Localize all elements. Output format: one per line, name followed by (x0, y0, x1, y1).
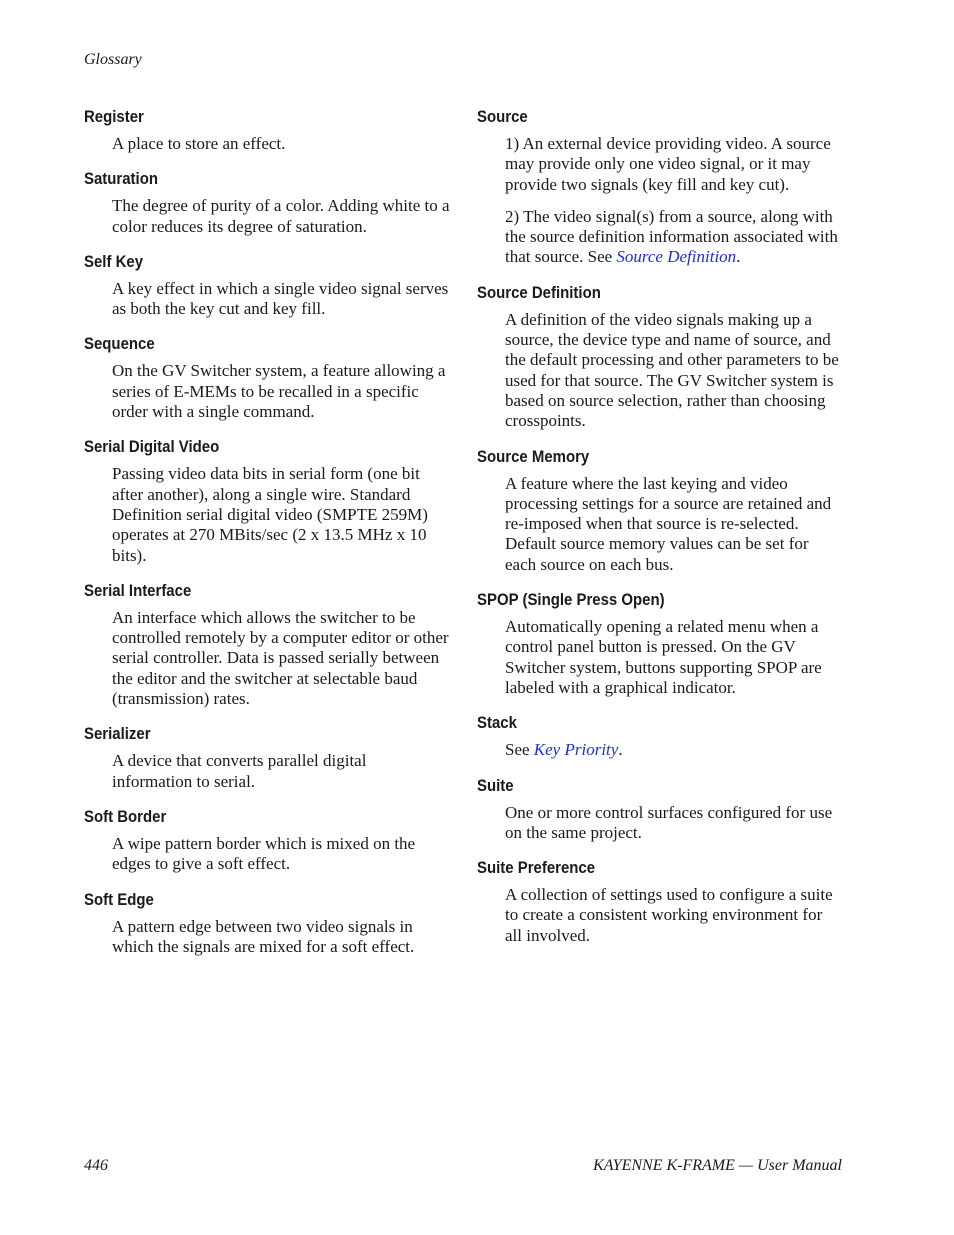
glossary-definition: Automatically opening a related menu when a control panel button is pressed. On the GV Switcher system, buttons supporting SPOP are labeled with a graphical indicator. (505, 617, 822, 697)
glossary-definition: A definition of the video signals making up a source, the device type and name of source, and the default processing and other parameters to be used for that source. The GV Switcher system is based on source selection, rather than choosing crosspoints. (505, 309, 839, 431)
glossary-entry-source (477, 106, 849, 268)
glossary-definition (505, 134, 843, 268)
glossary-entry-soft-border (84, 806, 456, 875)
glossary-term: Soft Edge (84, 889, 154, 909)
glossary-term: Register (84, 107, 144, 126)
glossary-entry-sequence (84, 333, 456, 422)
glossary-term: Serializer (84, 724, 151, 744)
link-key-priority[interactable]: Key Priority (533, 740, 619, 760)
link-source-definition[interactable]: Source Definition (616, 247, 737, 267)
glossary-term: Source Definition (477, 282, 601, 302)
glossary-definition: A collection of settings used to configure a suite to create a consistent working environment for all involved. (505, 885, 833, 945)
glossary-term: SPOP (Single Press Open) (477, 590, 665, 610)
glossary-term: Serial Digital Video (84, 437, 220, 457)
glossary-entry-source-definition (477, 282, 849, 432)
glossary-definition: A pattern edge between two video signals in which the signals are mixed for a soft effect. (112, 916, 415, 956)
glossary-term: Suite Preference (477, 858, 596, 878)
glossary-definition: A device that converts parallel digital information to serial. (112, 751, 367, 791)
glossary-entry-source-memory (477, 446, 849, 575)
glossary-term: Soft Border (84, 806, 167, 826)
glossary-entry-register (84, 106, 456, 154)
glossary-definition: On the GV Switcher system, a feature allowing a series of E-MEMs to be recalled in a specific order with a single command. (112, 361, 446, 422)
glossary-term: Suite (477, 775, 514, 795)
glossary-definition: Passing video data bits in serial form (one bit after another), along a single wire. Standard Definition serial digital video (SMPTE 259M) operates at 270 MBits/sec (2 x 13.5 MHz x 10 bits). (112, 464, 428, 565)
glossary-entry-serial-digital-video (84, 436, 456, 565)
glossary-definition: A wipe pattern border which is mixed on the edges to give a soft effect. (112, 833, 416, 874)
definition-paragraph: 2) The video signal(s) from a source, along with the source definition information associated with that source. See Source Definition. (505, 206, 838, 267)
glossary-definition: A place to store an effect. (112, 134, 286, 153)
page-number: 446 (84, 1157, 108, 1174)
glossary-entry-serializer (84, 723, 456, 792)
glossary-entry-spop (477, 589, 849, 698)
glossary-entry-serial-interface (84, 580, 456, 709)
glossary-definition: One or more control surfaces configured for use on the same project. (505, 802, 833, 842)
glossary-term: Saturation (84, 169, 158, 189)
glossary-definition: A key effect in which a single video signal serves as both the key cut and key fill. (112, 278, 449, 319)
glossary-term: Self Key (84, 251, 144, 271)
glossary-term: Serial Interface (84, 580, 192, 600)
glossary-term: Source Memory (477, 446, 590, 466)
glossary-definition: The degree of purity of a color. Adding white to a color reduces its degree of saturation. (112, 196, 450, 236)
glossary-definition: See Key Priority. (505, 740, 623, 760)
glossary-entry-self-key (84, 251, 456, 320)
glossary-definition: An interface which allows the switcher to be controlled remotely by a computer editor or other serial controller. Data is passed serially between the editor and the switcher at selectable baud (transmission) rates. (112, 607, 449, 709)
glossary-entry-saturation (84, 168, 456, 237)
glossary-column-right (477, 106, 849, 960)
document-title: KAYENNE K-FRAME — User Manual (593, 1157, 842, 1174)
glossary-term: Stack (477, 713, 517, 733)
glossary-entry-suite (477, 775, 849, 844)
running-header: Glossary (84, 51, 142, 68)
glossary-entry-soft-edge (84, 889, 456, 958)
glossary-definition: A feature where the last keying and video processing settings for a source are retained and re-imposed when that source is re-selected. Default source memory values can be set for each source on each bus. (505, 473, 832, 574)
glossary-entry-suite-preference (477, 857, 849, 946)
glossary-term: Sequence (84, 334, 155, 354)
definition-paragraph: 1) An external device providing video. A source may provide only one video signal, or it may provide two signals (key fill and key cut). (505, 134, 831, 194)
glossary-term: Source (477, 107, 528, 126)
glossary-entry-stack (477, 712, 849, 760)
glossary-column-left (84, 106, 456, 971)
